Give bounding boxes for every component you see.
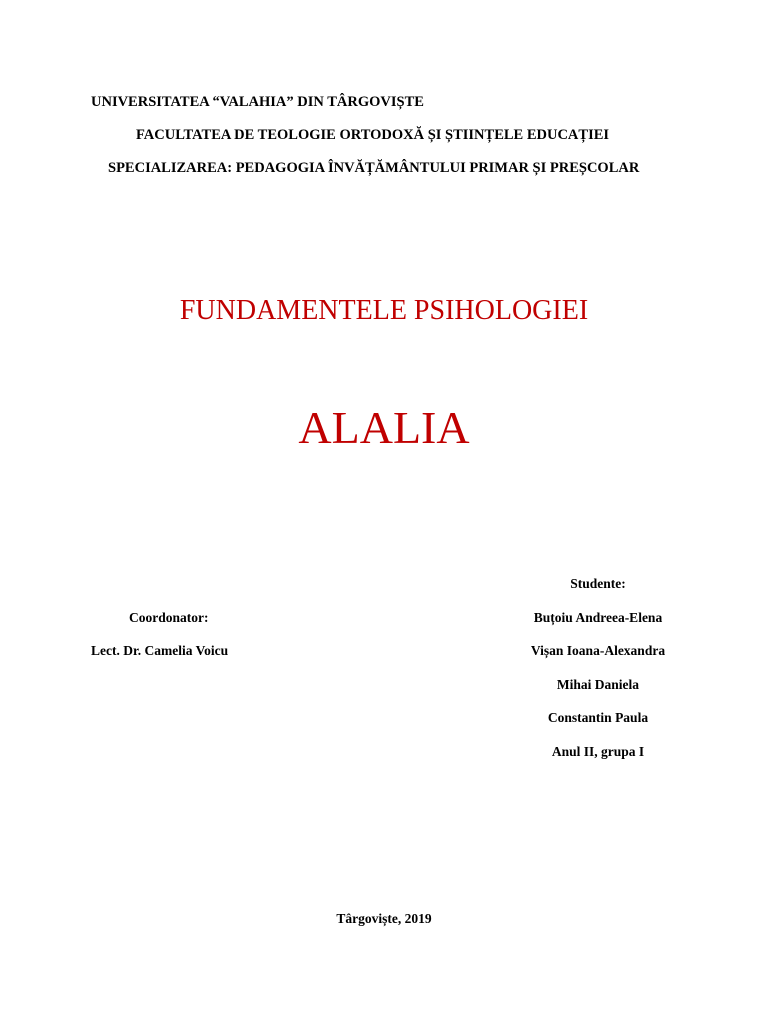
paper-title: ALALIA [298,402,470,453]
place-date: Târgoviște, 2019 [336,911,432,926]
year-group: Anul II, grupa I [551,744,645,759]
faculty-name: FACULTATEA DE TEOLOGIE ORTODOXĂ ȘI ȘTIINȚELE EDUCAȚIEI [136,127,610,143]
coordinator-label: Coordonator: [129,610,209,625]
specialization-name: SPECIALIZAREA: PEDAGOGIA ÎNVĂȚĂMÂNTULUI PRIMAR ȘI PREȘCOLAR [108,160,640,176]
university-name: UNIVERSITATEA “VALAHIA” DIN TÂRGOVIȘTE [91,94,424,110]
students-label: Studente: [570,576,626,591]
student-name: Vișan Ioana-Alexandra [530,643,666,658]
student-name: Buțoiu Andreea-Elena [533,610,663,625]
student-name: Mihai Daniela [556,677,640,692]
student-name: Constantin Paula [547,710,649,725]
course-title: FUNDAMENTELE PSIHOLOGIEI [179,295,589,326]
coordinator-name: Lect. Dr. Camelia Voicu [91,643,229,658]
